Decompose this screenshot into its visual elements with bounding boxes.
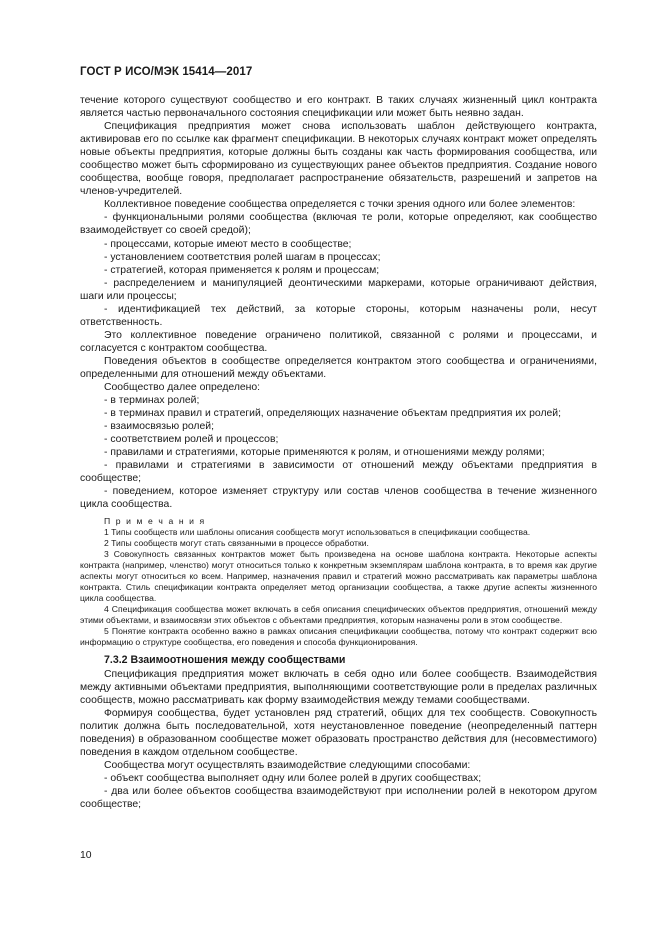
list-item: - идентификацией тех действий, за которые стороны, которым назначены роли, несут ответственность.: [80, 303, 597, 328]
list-item: - в терминах ролей;: [104, 395, 200, 407]
list-item: - стратегией, которая применяется к ролям и процессам;: [104, 264, 380, 276]
paragraph: Формируя сообщества, будет установлен ряд стратегий, общих для тех сообществ. Совокупность политик должна быть последовательной, хотя неустановленное поведение (неопределенный паттерн поведения) в образованном сообществе может образовать пространство действия для (несовместимого) поведения в каждом отдельном сообществе.: [80, 707, 597, 758]
list-item: - функциональными ролями сообщества (включая те роли, которые определяют, как сообщество взаимодействует со своей средой);: [80, 212, 597, 237]
note: 4 Спецификация сообщества может включать в себя описания специфических объектов предприятия, отношений между этими объектами, и взаимосвязи этих объектов с объектами предприятия, которым назначены роли в этом сообществе.: [80, 603, 597, 625]
note: 5 Понятие контракта особенно важно в рамках описания спецификации сообщества, потому что контракт содержит всю информацию о структуре сообщества, его поведения и способа функционирования.: [80, 625, 597, 647]
list-item: - правилами и стратегиями в зависимости от отношений между объектами предприятия в сообществе;: [80, 460, 597, 485]
paragraph: течение которого существуют сообщество и его контракт. В таких случаях жизненный цикл контракта является частью первоначального состояния спецификации или может быть неявно задан.: [80, 95, 597, 120]
list-item: - установлением соответствия ролей шагам в процессах;: [104, 251, 381, 263]
list-item: - соответствием ролей и процессов;: [104, 434, 279, 446]
note: 2 Типы сообществ могут стать связанными в процессе обработки.: [104, 537, 369, 548]
document-header: ГОСТ Р ИСО/МЭК 15414—2017: [80, 66, 253, 78]
list-item: - поведением, которое изменяет структуру или состав членов сообщества в течение жизненного цикла сообщества.: [80, 486, 597, 511]
list-item: - взаимосвязью ролей;: [104, 421, 214, 433]
note: 3 Совокупность связанных контрактов может быть произведена на основе шаблона контракта. Некоторые аспекты контракта (например, членство) могут относиться только к конкретным экземплярам шаблона контракта, в то время как другие аспекты могут относиться ко всем. Например, назначения правил и стратегий можно рассматривать как параметры шаблона контракта. Стиль спецификации контракта определяет метод организации сообщества, а также другие аспекты жизненного цикла сообщества.: [80, 548, 597, 603]
list-item: - правилами и стратегиями, которые применяются к ролям, и отношениями между ролями;: [104, 447, 545, 459]
note: 1 Типы сообществ или шаблоны описания сообществ могут использоваться в спецификации сообщества.: [104, 526, 531, 537]
paragraph: Коллективное поведение сообщества определяется с точки зрения одного или более элементов:: [104, 199, 576, 211]
paragraph: Спецификация предприятия может включать в себя одно или более сообществ. Взаимодействия между активными объектами предприятия, выполняющими соответствующие роли в пределах различных сообществ, можно рассматривать как форму взаимодействия между темами сообществами.: [80, 668, 597, 706]
paragraph: Поведения объектов в сообществе определяется контрактом этого сообщества и ограничениями, определенными для отношений между объектами.: [80, 355, 597, 380]
page-number: 10: [80, 850, 92, 861]
list-item: - два или более объектов сообщества взаимодействуют при исполнении ролей в некотором другом сообществе;: [80, 785, 597, 811]
notes-title: П р и м е ч а н и я: [104, 515, 206, 526]
paragraph: Это коллективное поведение ограничено политикой, связанной с ролями и процессами, и согласуется с контрактом сообщества.: [80, 329, 597, 354]
document-body: [80, 94, 597, 811]
list-item: - объект сообщества выполняет одну или более ролей в других сообществах;: [104, 772, 482, 784]
list-item: - в терминах правил и стратегий, определяющих назначение объектам предприятия их ролей;: [104, 408, 561, 420]
list-item: - распределением и манипуляцией деонтическими маркерами, которые ограничивают действия, шаги или процессы;: [80, 277, 597, 302]
paragraph: Спецификация предприятия может снова использовать шаблон действующего контракта, активировав его по ссылке как фрагмент спецификации. В некоторых случаях контракт может определять новые объекты предприятия, которые должны быть созданы как часть формирования сообщества, или сообщество может быть сформировано из существующих ранее объектов предприятия. Создание нового сообщества, вообще говоря, предполагает распространение обязательств, разрешений и запретов на членов-учредителей.: [80, 121, 597, 198]
list-item: - процессами, которые имеют место в сообществе;: [104, 238, 352, 250]
paragraph: Сообщество далее определено:: [104, 382, 261, 394]
paragraph: Сообщества могут осуществлять взаимодействие следующими способами:: [104, 759, 471, 771]
section-heading: 7.3.2 Взаимоотношения между сообществами: [104, 653, 346, 666]
